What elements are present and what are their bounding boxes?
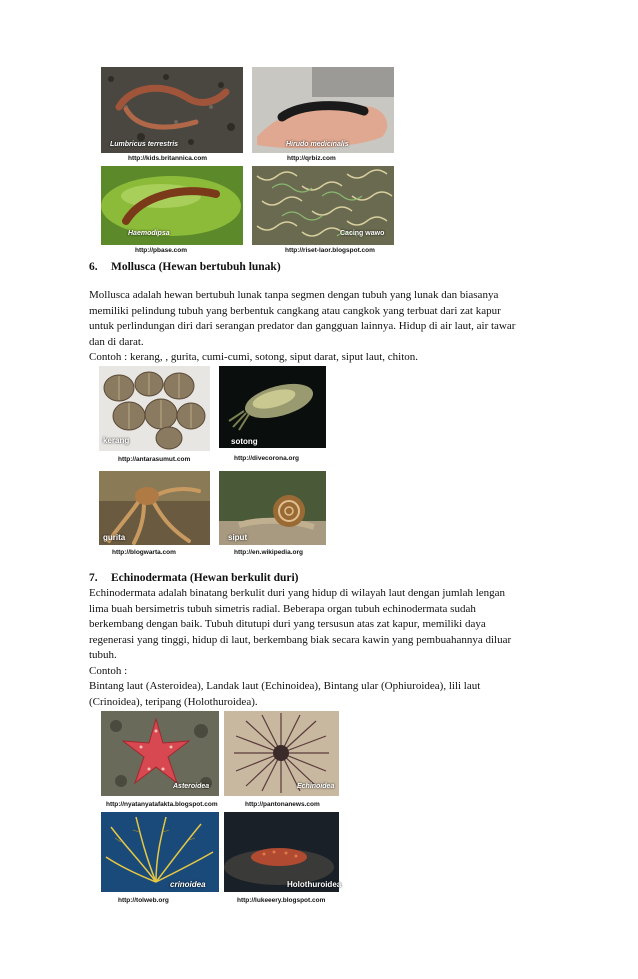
figure-source: http://blogwarta.com xyxy=(112,549,176,556)
figure-label: Lumbricus terrestris xyxy=(110,141,179,148)
paragraph-line: tubuh. xyxy=(89,649,117,661)
figure-label: kerang xyxy=(103,436,130,445)
section-title: Mollusca (Hewan bertubuh lunak) xyxy=(111,261,281,273)
section-number: 6. xyxy=(89,261,98,273)
figure-source: http://riset-laor.blogspot.com xyxy=(285,247,375,254)
paragraph-line: (Crinoidea), teripang (Holothuroidea). xyxy=(89,695,258,708)
sotong-photo xyxy=(219,366,326,448)
paragraph-line: Contoh : kerang, , gurita, cumi-cumi, sotong, siput darat, siput laut, chiton. xyxy=(89,351,419,363)
paragraph-line: berkembang dengan baik. Tubuh ditutupi duri yang tersusun atas zat kapur, memiliki daya xyxy=(89,618,486,630)
section-title: Echinodermata (Hewan berkulit duri) xyxy=(111,572,299,584)
figure-source: http://tolweb.org xyxy=(118,897,169,904)
section-heading xyxy=(89,261,281,273)
figure-label: Echinoidea xyxy=(297,783,335,790)
figure-source: http://pbase.com xyxy=(135,247,188,254)
figure-source: http://antarasumut.com xyxy=(118,456,191,463)
paragraph-line: Contoh : xyxy=(89,664,128,677)
figure-label: gurita xyxy=(103,533,126,542)
figure-source: http://pantonanews.com xyxy=(245,801,320,808)
paragraph-line: Bintang laut (Asteroidea), Landak laut (Echinoidea), Bintang ular (Ophiuroidea), lili laut xyxy=(89,680,481,692)
paragraph-line: memiliki pelindung tubuh yang berbentuk cangkang atau cangkok yang terbuat dari zat kapur xyxy=(89,304,501,317)
figure-source: http://lukeeery.blogspot.com xyxy=(237,897,326,904)
paragraph-line: regenerasi yang tinggi, hidup di laut, berkembang biak secara kawin yang pembuahannya diluar xyxy=(89,633,512,646)
paragraph-line: untuk perlindungan diri dari serangan predator dan gangguan lainnya. Hidup di air laut, air tawar xyxy=(89,320,516,332)
figure-label: Haemodipsa xyxy=(128,230,170,237)
figure-source: http://nyatanyatafakta.blogspot.com xyxy=(106,801,218,808)
figure-label: sotong xyxy=(231,437,258,446)
figure-label: Cacing wawo xyxy=(340,230,385,237)
figure-label: siput xyxy=(228,533,248,542)
haemodipsa-photo xyxy=(101,166,243,245)
paragraph-line: lima buah bersimetris tubuh simetris radial. Beberapa organ tubuh echinodermata sudah xyxy=(89,602,476,615)
section-heading xyxy=(89,572,299,584)
paragraph-line: Echinodermata adalah binatang berkulit duri yang hidup di wilayah laut dengan jumlah lengan xyxy=(89,587,506,599)
figure-source: http://divecorona.org xyxy=(234,455,299,462)
figure-label: Hirudo medicinalis xyxy=(286,141,349,148)
figure-source: http://en.wikipedia.org xyxy=(234,549,303,556)
figure-source: http://kids.britannica.com xyxy=(128,155,208,162)
figure-label: crinoidea xyxy=(170,880,206,889)
section-paragraph xyxy=(89,288,567,366)
paragraph-line: dan di darat. xyxy=(89,335,144,348)
section-number: 7. xyxy=(89,572,98,584)
figure-label: Holothuroidea xyxy=(287,880,342,889)
figure-source: http://qrbiz.com xyxy=(287,155,336,162)
figure-label: Asteroidea xyxy=(173,783,210,790)
paragraph-line: Mollusca adalah hewan bertubuh lunak tanpa segmen dengan tubuh yang lunak dan biasanya xyxy=(89,289,499,301)
section-paragraph xyxy=(89,586,567,710)
